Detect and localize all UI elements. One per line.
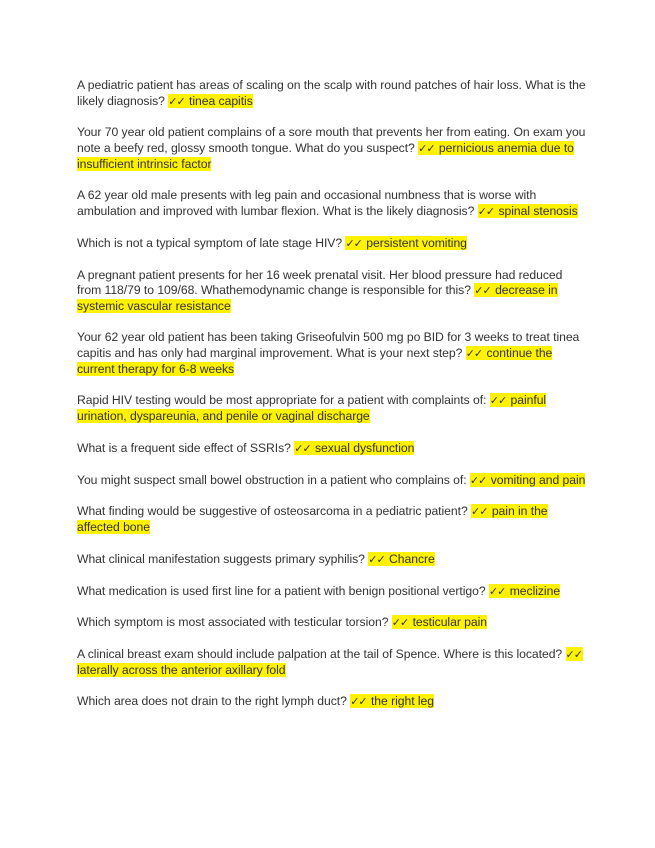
question-text: Rapid HIV testing would be most appropriate for a patient with complaints of: bbox=[77, 393, 487, 408]
qa-list bbox=[77, 78, 587, 726]
answer-highlight bbox=[294, 441, 414, 455]
answer-highlight bbox=[392, 615, 487, 629]
answer-highlight bbox=[368, 552, 435, 566]
double-check-icon: ✓✓ bbox=[489, 394, 507, 408]
double-check-icon: ✓✓ bbox=[471, 505, 488, 519]
question-text: You might suspect small bowel obstruction in a patient who complains of: bbox=[77, 472, 467, 487]
double-check-icon: ✓✓ bbox=[474, 284, 491, 298]
qa-item bbox=[77, 125, 587, 172]
answer-highlight bbox=[489, 584, 560, 598]
answer-text: persistent vomiting bbox=[366, 235, 467, 250]
double-check-icon: ✓✓ bbox=[368, 552, 385, 566]
question-text: A 62 year old male presents with leg pain and occasional numbness that is worse with ambulation and improved with lumbar flexion. What is the likely diagnosis? bbox=[77, 188, 537, 218]
question-text: What medication is used first line for a patient with benign positional vertigo? bbox=[77, 583, 486, 598]
qa-item bbox=[77, 236, 587, 252]
answer-text: testicular pain bbox=[412, 615, 488, 630]
answer-text: continue the current therapy for 6-8 weeks bbox=[77, 346, 553, 376]
question-text: A pediatric patient has areas of scaling on the scalp with round patches of hair loss. What is the likely diagnosis? bbox=[77, 78, 586, 108]
double-check-icon: ✓✓ bbox=[477, 204, 495, 218]
qa-item bbox=[77, 78, 587, 109]
qa-item bbox=[77, 504, 587, 535]
qa-item bbox=[77, 647, 587, 678]
answer-highlight bbox=[470, 473, 585, 487]
qa-item bbox=[77, 330, 587, 377]
question-text: Which symptom is most associated with testicular torsion? bbox=[77, 615, 389, 630]
answer-text: vomiting and pain bbox=[490, 472, 586, 487]
question-text: What is a frequent side effect of SSRIs? bbox=[77, 440, 291, 455]
qa-item bbox=[77, 694, 587, 710]
answer-text: meclizine bbox=[509, 583, 561, 598]
double-check-icon: ✓✓ bbox=[391, 616, 409, 630]
answer-text: painful urination, dyspareunia, and penile or vaginal discharge bbox=[77, 393, 547, 424]
question-text: A clinical breast exam should include palpation at the tail of Spence. Where is this located? bbox=[77, 647, 563, 662]
question-text: Your 62 year old patient has been taking Griseofulvin 500 mg po BID for 3 weeks to treat tinea capitis and has only had marginal improvement. What is your next step? bbox=[77, 330, 580, 361]
question-text: What finding would be suggestive of osteosarcoma in a pediatric patient? bbox=[77, 504, 468, 519]
answer-text: laterally across the anterior axillary fold bbox=[77, 662, 286, 677]
double-check-icon: ✓✓ bbox=[488, 584, 506, 598]
double-check-icon: ✓✓ bbox=[168, 94, 185, 108]
answer-text: Chancre bbox=[389, 551, 435, 566]
answer-text: pain in the affected bone bbox=[77, 504, 548, 534]
answer-text: decrease in systemic vascular resistance bbox=[77, 283, 558, 313]
double-check-icon: ✓✓ bbox=[469, 473, 487, 487]
qa-item bbox=[77, 441, 587, 457]
double-check-icon: ✓✓ bbox=[418, 141, 435, 155]
question-text: What clinical manifestation suggests primary syphilis? bbox=[77, 551, 365, 566]
answer-text: pernicious anemia due to insufficient intrinsic factor bbox=[77, 140, 574, 171]
answer-highlight bbox=[350, 694, 434, 708]
question-text: Which area does not drain to the right lymph duct? bbox=[77, 694, 347, 709]
answer-text: tinea capitis bbox=[189, 93, 253, 108]
double-check-icon: ✓✓ bbox=[294, 441, 311, 455]
qa-item bbox=[77, 473, 587, 489]
double-check-icon: ✓✓ bbox=[350, 695, 367, 709]
qa-item bbox=[77, 268, 587, 315]
qa-item bbox=[77, 584, 587, 600]
answer-text: sexual dysfunction bbox=[315, 440, 415, 455]
answer-highlight bbox=[478, 204, 578, 218]
answer-text: spinal stenosis bbox=[498, 203, 578, 218]
qa-item bbox=[77, 188, 587, 219]
double-check-icon: ✓✓ bbox=[345, 236, 362, 250]
qa-item bbox=[77, 393, 587, 424]
question-text: Which is not a typical symptom of late stage HIV? bbox=[77, 235, 343, 250]
question-text: A pregnant patient presents for her 16 week prenatal visit. Her blood pressure had reduced from 118/79 to 109/68. Whathemodynamic change is responsible for this? bbox=[77, 267, 563, 298]
double-check-icon: ✓✓ bbox=[465, 347, 483, 361]
answer-text: the right leg bbox=[370, 694, 435, 709]
double-check-icon: ✓✓ bbox=[565, 648, 582, 662]
question-text: Your 70 year old patient complains of a sore mouth that prevents her from eating. On exam you note a beefy red, glossy smooth tongue. What do you suspect? bbox=[77, 125, 586, 155]
answer-highlight bbox=[345, 236, 466, 250]
qa-item bbox=[77, 552, 587, 568]
answer-highlight bbox=[168, 94, 253, 108]
qa-item bbox=[77, 615, 587, 631]
